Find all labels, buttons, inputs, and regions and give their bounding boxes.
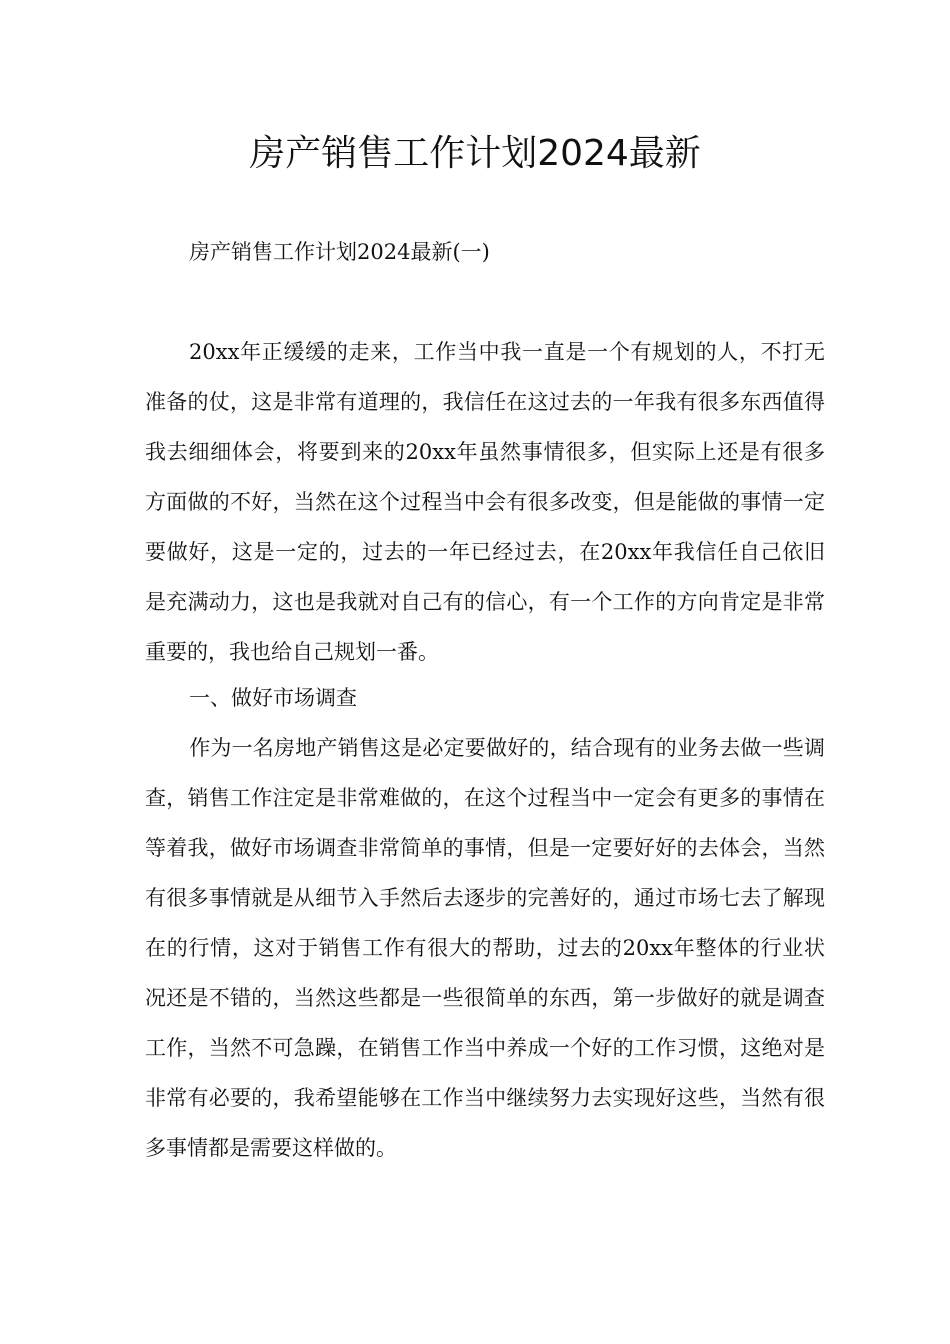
paragraph-intro bbox=[145, 327, 825, 677]
document-subtitle: 房产销售工作计划2024最新(一) bbox=[189, 240, 490, 264]
paragraph-market-research-text: 作为一名房地产销售这是必定要做好的，结合现有的业务去做一些调查，销售工作注定是非常难做的，在这个过程当中一定会有更多的事情在等着我，做好市场调查非常简单的事情，但是一定要好好的去体会，当然有很多事情就是从细节入手然后去逐步的完善好的，通过市场七去了解现在的行情，这对于销售工作有很大的帮助，过去的20xx年整体的行业状况还是不错的，当然这些都是一些很简单的东西，第一步做好的就是调查工作，当然不可急躁，在销售工作当中养成一个好的工作习惯，这绝对是非常有必要的，我希望能够在工作当中继续努力去实现好这些，当然有很多事情都是需要这样做的。 bbox=[145, 736, 825, 1160]
document-title: 房产销售工作计划2024最新 bbox=[249, 133, 701, 174]
paragraph-intro-text: 20xx年正缓缓的走来，工作当中我一直是一个有规划的人，不打无准备的仗，这是非常有道理的，我信任在这过去的一年我有很多东西值得我去细细体会，将要到来的20xx年虽然事情很多，但实际上还是有很多方面做的不好，当然在这个过程当中会有很多改变，但是能做的事情一定要做好，这是一定的，过去的一年已经过去，在20xx年我信任自己依旧是充满动力，这也是我就对自己有的信心，有一个工作的方向肯定是非常重要的，我也给自己规划一番。 bbox=[145, 340, 825, 664]
paragraph-market-research bbox=[145, 723, 825, 1173]
section-heading: 一、做好市场调查 bbox=[189, 686, 357, 710]
